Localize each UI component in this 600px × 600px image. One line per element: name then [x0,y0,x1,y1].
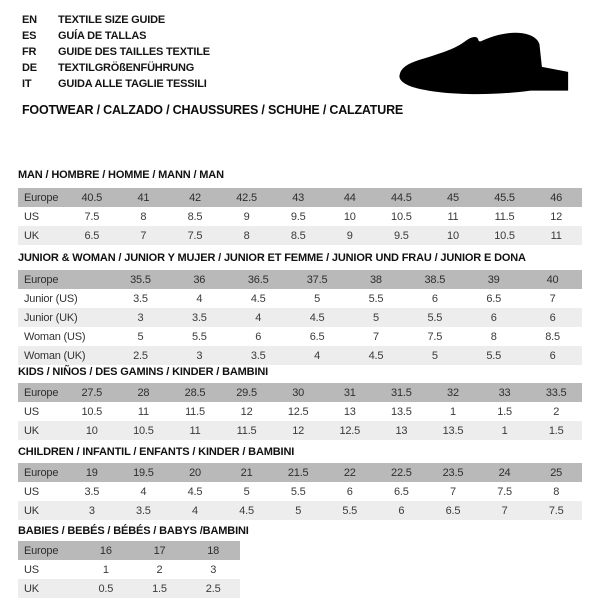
size-cell: 5.5 [191,330,207,343]
size-cell: 7 [372,330,379,343]
size-cell: 7 [449,485,456,498]
size-cell: 6 [431,292,438,305]
size-cell: 4.5 [250,292,266,305]
size-cell: 3 [196,349,203,362]
size-cell: 33 [498,386,511,399]
size-cell: 7 [501,504,508,517]
size-cell: 8.5 [290,229,306,242]
size-cell: 5.5 [342,504,358,517]
size-row [18,327,582,346]
size-cell: 5 [243,485,250,498]
size-cell: 40 [546,273,559,286]
size-cell: 8.5 [187,210,203,223]
size-cell: 6 [346,485,353,498]
size-cell: 1.5 [548,424,564,437]
size-cell: 3 [210,563,217,576]
size-cell: 9.5 [394,229,409,242]
size-row [18,560,240,579]
size-cell: 5 [295,504,302,517]
size-cell: 23.5 [442,466,464,479]
size-cell: 1 [501,424,508,437]
language-list [22,12,210,92]
size-cell: 7.5 [427,330,443,343]
size-cell: 20 [189,466,201,479]
language-code: ES [22,30,37,42]
size-row [18,402,582,421]
size-row [18,579,240,598]
size-header-row [18,463,582,482]
size-cell: 7.5 [187,229,203,242]
size-cell: 5 [314,292,321,305]
size-cell: 1 [449,405,456,418]
size-cell: 44.5 [391,191,412,204]
size-cell: 9 [346,229,353,242]
size-cell: 2 [156,563,163,576]
size-cell: 38 [370,273,382,286]
size-cell: 2 [553,405,560,418]
row-label: Europe [24,466,59,479]
size-cell: 25 [550,466,563,479]
size-cell: 1 [102,563,109,576]
size-cell: 6 [255,330,262,343]
size-cell: 13.5 [391,405,412,418]
size-header-row [18,541,240,560]
row-label: Europe [24,273,59,286]
size-cell: 42 [189,191,201,204]
size-cell: 13 [395,424,408,437]
language-code: EN [22,14,37,26]
size-table-children [18,463,582,520]
language-text: GUÍA DE TALLAS [58,30,147,42]
language-code: DE [22,62,37,74]
size-cell: 30 [292,386,305,399]
size-cell: 19 [85,466,98,479]
size-cell: 6 [490,311,497,324]
size-cell: 8 [243,229,250,242]
size-cell: 16 [99,544,112,557]
size-cell: 4 [140,485,147,498]
size-cell: 11.5 [236,424,257,437]
size-cell: 36.5 [247,273,269,286]
size-cell: 6.5 [309,330,325,343]
size-cell: 12.5 [287,405,309,418]
size-cell: 5.5 [427,311,443,324]
size-cell: 11 [137,405,149,418]
size-cell: 45.5 [494,191,515,204]
size-cell: 39 [487,273,500,286]
size-cell: 24 [498,466,511,479]
size-cell: 3.5 [84,485,100,498]
size-cell: 10.5 [81,405,103,418]
size-cell: 5 [137,330,144,343]
size-cell: 7.5 [497,485,512,498]
size-header-row [18,270,582,289]
size-cell: 5 [372,311,379,324]
size-cell: 8 [553,485,560,498]
size-cell: 4 [314,349,321,362]
size-cell: 37.5 [306,273,328,286]
size-row [18,346,582,365]
size-cell: 7 [549,292,556,305]
section-title-junior-woman: JUNIOR & WOMAN / JUNIOR Y MUJER / JUNIOR ET FEMME / JUNIOR UND FRAU / JUNIOR E DONA [18,252,526,264]
language-row [22,12,210,28]
size-cell: 38.5 [424,273,446,286]
size-header-row [18,383,582,402]
language-code: FR [22,46,37,58]
size-cell: 3 [137,311,144,324]
size-cell: 0.5 [98,582,114,595]
row-label: Woman (UK) [24,349,86,362]
size-cell: 3.5 [136,504,151,517]
size-cell: 10.5 [133,424,154,437]
size-cell: 6.5 [394,485,409,498]
size-cell: 27.5 [81,386,103,399]
size-row [18,226,582,245]
size-cell: 22.5 [391,466,412,479]
size-cell: 17 [153,544,166,557]
size-cell: 11 [447,210,459,223]
size-cell: 5.5 [486,349,502,362]
size-cell: 32 [447,386,459,399]
size-row [18,289,582,308]
size-cell: 22 [343,466,356,479]
size-cell: 3.5 [133,292,148,305]
row-label: US [24,210,39,223]
size-cell: 44 [343,191,356,204]
size-cell: 7.5 [548,504,564,517]
size-cell: 12 [240,405,253,418]
size-cell: 10 [343,210,356,223]
row-label: US [24,563,39,576]
size-cell: 7 [140,229,147,242]
size-table-kids [18,383,582,440]
language-text: GUIDA ALLE TAGLIE TESSILI [58,78,207,90]
size-header-row [18,188,582,207]
language-code: IT [22,78,32,90]
language-row [22,76,210,92]
size-row [18,421,582,440]
size-cell: 6 [549,311,556,324]
language-text: TEXTILE SIZE GUIDE [58,14,166,26]
size-cell: 35.5 [130,273,151,286]
section-title-man: MAN / HOMBRE / HOMME / MANN / MAN [18,169,224,181]
size-cell: 29.5 [236,386,257,399]
size-cell: 4.5 [368,349,384,362]
size-cell: 10.5 [391,210,412,223]
size-cell: 4 [196,292,203,305]
row-label: US [24,485,39,498]
size-cell: 13 [343,405,356,418]
size-cell: 6.5 [84,229,100,242]
size-cell: 40.5 [81,191,103,204]
size-cell: 12.5 [339,424,361,437]
size-cell: 4.5 [309,311,325,324]
size-cell: 6.5 [486,292,502,305]
size-cell: 8.5 [545,330,560,343]
row-label: UK [24,229,39,242]
size-cell: 4.5 [187,485,203,498]
size-cell: 3.5 [191,311,207,324]
size-cell: 19.5 [133,466,154,479]
size-cell: 21.5 [287,466,309,479]
row-label: UK [24,424,39,437]
size-cell: 42.5 [236,191,257,204]
size-cell: 4 [255,311,262,324]
language-row [22,44,210,60]
size-cell: 7.5 [84,210,100,223]
size-row [18,207,582,226]
size-cell: 18 [207,544,220,557]
size-cell: 4.5 [239,504,254,517]
size-cell: 13.5 [442,424,464,437]
language-row [22,60,210,76]
size-cell: 36 [193,273,206,286]
size-cell: 6.5 [445,504,461,517]
size-cell: 46 [550,191,563,204]
size-cell: 41 [137,191,150,204]
size-cell: 10 [447,229,459,242]
size-row [18,482,582,501]
size-cell: 28 [137,386,150,399]
row-label: Woman (US) [24,330,86,343]
size-cell: 3 [88,504,95,517]
size-row [18,501,582,520]
row-label: Europe [24,544,59,557]
size-cell: 31.5 [391,386,412,399]
row-label: Europe [24,191,59,204]
size-cell: 10.5 [494,229,515,242]
size-cell: 3.5 [250,349,266,362]
size-table-junior-woman [18,270,582,365]
language-text: GUIDE DES TAILLES TEXTILE [58,46,210,58]
size-cell: 5.5 [290,485,306,498]
size-cell: 9.5 [290,210,306,223]
size-cell: 1.5 [152,582,167,595]
size-cell: 28.5 [184,386,206,399]
row-label: UK [24,582,39,595]
size-cell: 11 [189,424,201,437]
size-table-man [18,188,582,245]
size-cell: 11.5 [494,210,515,223]
size-cell: 33.5 [545,386,567,399]
section-title-kids: KIDS / NIÑOS / DES GAMINS / KINDER / BAMBINI [18,366,269,378]
size-cell: 11 [550,229,562,242]
section-title-babies: BABIES / BEBÉS / BÉBÉS / BABYS /BAMBINI [18,525,249,537]
size-cell: 2.5 [205,582,221,595]
size-cell: 21 [240,466,253,479]
size-cell: 45 [447,191,459,204]
row-label: Junior (US) [24,292,78,305]
size-cell: 8 [490,330,497,343]
size-cell: 11.5 [185,405,205,418]
language-text: TEXTILGRÖßENFÜHRUNG [58,62,195,74]
size-cell: 8 [140,210,147,223]
size-cell: 12 [292,424,305,437]
row-label: Junior (UK) [24,311,78,324]
size-cell: 31 [343,386,356,399]
size-cell: 6 [398,504,405,517]
section-title-children: CHILDREN / INFANTIL / ENFANTS / KINDER / BAMBINI [18,446,295,458]
size-cell: 43 [292,191,305,204]
size-cell: 9 [243,210,250,223]
size-cell: 12 [550,210,563,223]
row-label: Europe [24,386,59,399]
row-label: US [24,405,39,418]
size-cell: 1.5 [497,405,512,418]
size-table-babies [18,541,240,598]
size-cell: 5.5 [368,292,384,305]
language-row [22,28,210,44]
category-title: FOOTWEAR / CALZADO / CHAUSSURES / SCHUHE / CALZATURE [22,103,404,117]
dress-shoe-icon [392,16,580,102]
size-cell: 6 [549,349,556,362]
size-cell: 5 [431,349,438,362]
size-row [18,308,582,327]
row-label: UK [24,504,39,517]
size-cell: 4 [192,504,198,517]
size-cell: 10 [85,424,98,437]
size-cell: 2.5 [133,349,148,362]
